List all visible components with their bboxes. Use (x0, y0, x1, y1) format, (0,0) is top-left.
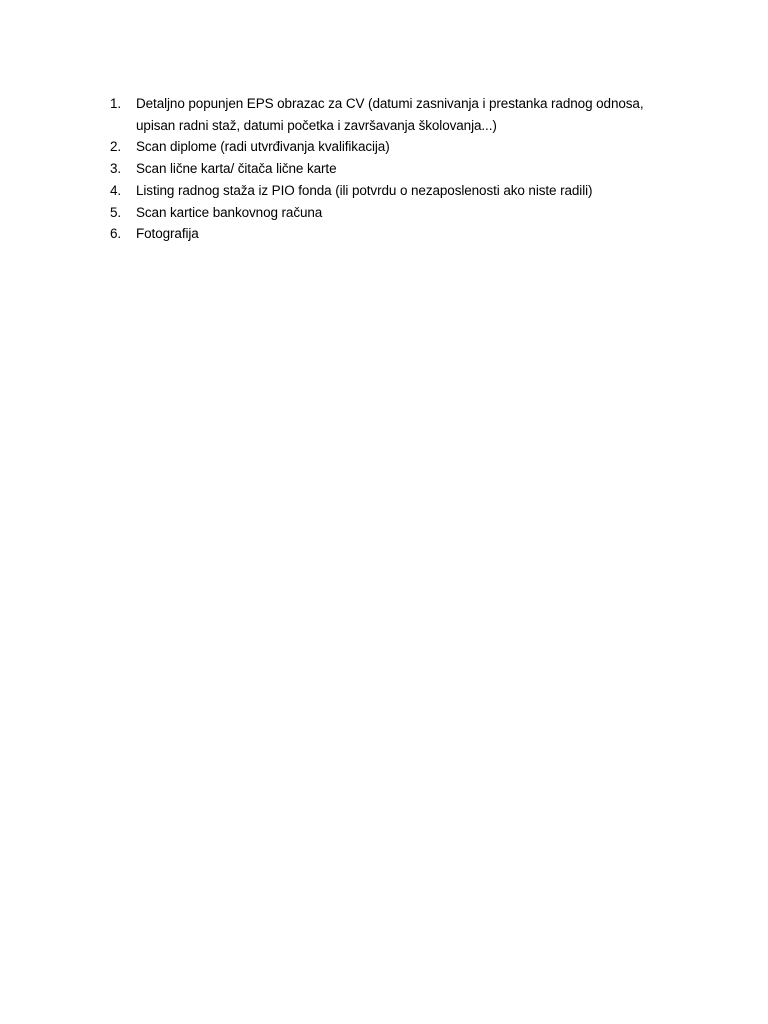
requirements-list (110, 93, 670, 245)
list-item-number: 2. (110, 139, 122, 155)
list-item-number: 1. (110, 96, 122, 111)
list-item (110, 93, 670, 136)
list-item (110, 158, 670, 180)
list-item-text: Listing radnog staža iz PIO fonda (ili potvrdu o nezaposlenosti ako niste radili) (136, 182, 593, 198)
list-item (110, 180, 670, 202)
list-item (110, 223, 670, 245)
list-item-number: 4. (110, 182, 122, 198)
list-item-text: Scan kartice bankovnog računa (136, 204, 323, 220)
list-item-number: 3. (110, 161, 122, 177)
list-item-number: 5. (110, 204, 122, 220)
list-item-text: Scan diplome (radi utvrđivanja kvalifikacija) (136, 139, 390, 155)
list-item (110, 136, 670, 158)
list-item-text: Fotografija (136, 226, 199, 242)
list-item (110, 202, 670, 224)
list-item-number: 6. (110, 226, 122, 242)
list-item-text: Scan lične karta/ čitača lične karte (136, 161, 337, 177)
list-item-text: Detaljno popunjen EPS obrazac za CV (datumi zasnivanja i prestanka radnog odnosa, upisan radni staž, datumi početka i završavanja školovanja...) (136, 96, 644, 133)
